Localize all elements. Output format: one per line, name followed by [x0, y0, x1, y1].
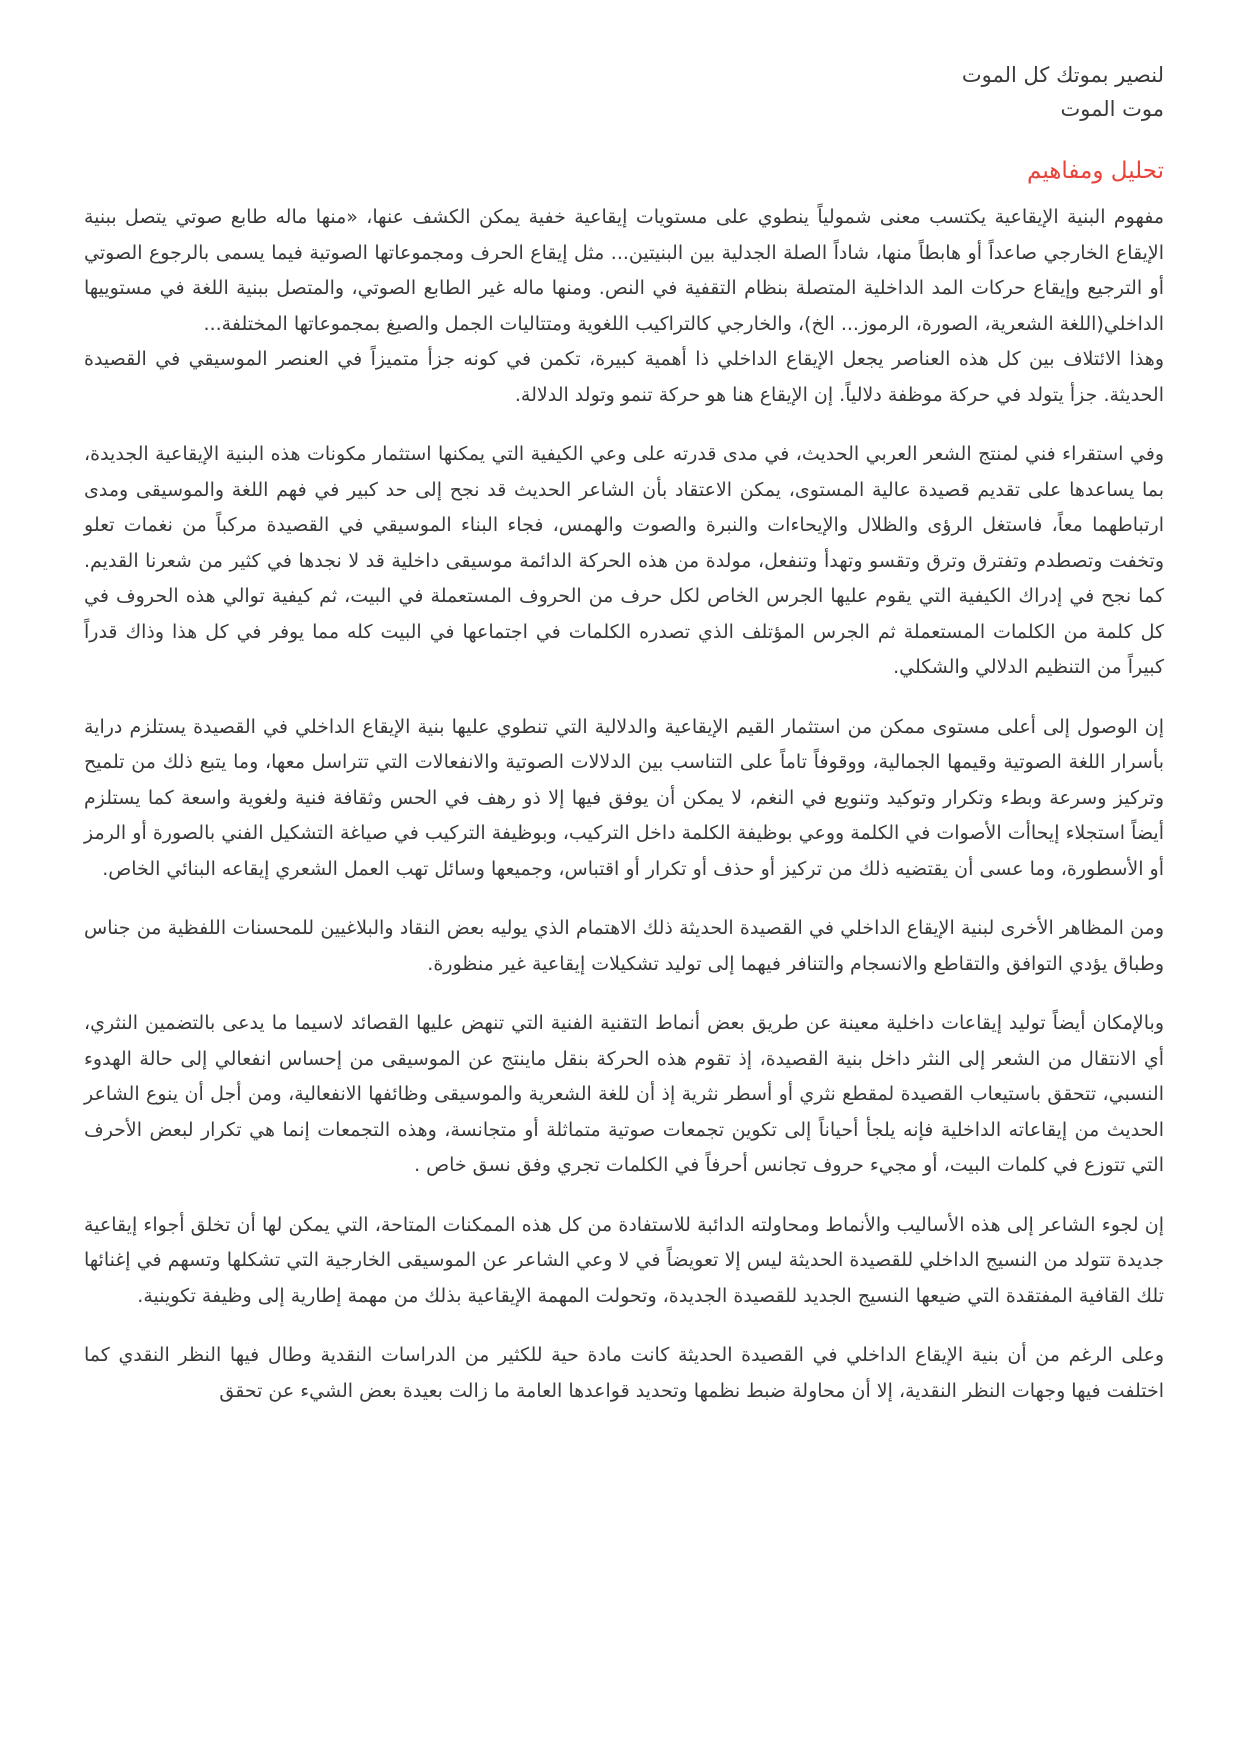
paragraph-6: وبالإمكان أيضاً توليد إيقاعات داخلية معينة عن طريق بعض أنماط التقنية الفنية التي تنهض عليها القصائد لاسيما ما يدعى بالتضمين النثري، أي الانتقال من الشعر إلى النثر داخل بنية القصيدة، إذ تقوم هذه الحركة بنقل ماينتج عن الموسيقى من إحساس انفعالي إلى حالة الهدوء النسبي، تتحقق باستيعاب القصيدة لمقطع نثري أو أسطر نثرية إذ أن للغة الشعرية والموسيقى وظائفها الانفعالية، ومن أجل أن ينوع الشاعر الحديث من إيقاعاته الداخلية فإنه يلجأ أحياناً إلى تكوين تجمعات صوتية متماثلة أو متجانسة، وهذه التجمعات إنما هي تكرار لبعض الأحرف التي تتوزع في كلمات البيت، أو مجيء حروف تجانس أحرفاً في الكلمات تجري وفق نسق خاص .	[84, 1012, 1164, 1176]
paragraph-1: مفهوم البنية الإيقاعية يكتسب معنى شمولياً ينطوي على مستويات إيقاعية خفية يمكن الكشف عنها، «منها ماله طابع صوتي يتصل ببنية الإيقاع الخارجي صاعداً أو هابطاً منها، شاداً الصلة الجدلية بين البنيتين... مثل إيقاع الحرف ومجموعاتها الصوتية فيما يسمى بالرجوع الصوتي أو الترجيع وإيقاع حركات المد الداخلية المتصلة بنظام التقفية في النص. ومنها ماله غير الطابع الصوتي، والمتصل ببنية اللغة في مستوييها الداخلي(اللغة الشعرية، الصورة، الرموز... الخ)، والخارجي كالتراكيب اللغوية ومتتاليات الجمل والصيغ بمجموعاتها المختلفة...	[84, 206, 1164, 335]
poem-line: موت الموت	[1060, 97, 1164, 121]
paragraph-5: ومن المظاهر الأخرى لبنية الإيقاع الداخلي في القصيدة الحديثة ذلك الاهتمام الذي يوليه بعض النقاد والبلاغيين للمحسنات اللفظية من جناس وطباق يؤدي التوافق والتقاطع والانسجام والتنافر فيهما إلى توليد تشكيلات إيقاعية غير منظورة.	[84, 917, 1164, 975]
paragraph-7: إن لجوء الشاعر إلى هذه الأساليب والأنماط ومحاولته الدائبة للاستفادة من كل هذه الممكنات المتاحة، التي يمكن لها أن تخلق أجواء إيقاعية جديدة تتولد من النسيج الداخلي للقصيدة الحديثة ليس إلا تعويضاً في لا وعي الشاعر عن الموسيقى الخارجية التي تشكلها وتسهم في إغنائها تلك القافية المفتقدة التي ضيعها النسيج الجديد للقصيدة الجديدة، وتحولت المهمة الإيقاعية بذلك من مهمة إطارية إلى وظيفة تكوينية.	[84, 1213, 1164, 1307]
poem-line: لنصير بموتك كل الموت	[961, 63, 1164, 87]
paragraph-2: وهذا الائتلاف بين كل هذه العناصر يجعل الإيقاع الداخلي ذا أهمية كبيرة، تكمن في كونه جزأ متميزاً في العنصر الموسيقي في القصيدة الحديثة. جزأ يتولد في حركة موظفة دلالياً. إن الإيقاع هنا هو حركة تنمو وتولد الدلالة.	[84, 348, 1164, 406]
paragraph-3: وفي استقراء فني لمنتج الشعر العربي الحديث، في مدى قدرته على وعي الكيفية التي يمكنها استثمار مكونات هذه البنية الإيقاعية الجديدة، بما يساعدها على تقديم قصيدة عالية المستوى، يمكن الاعتقاد بأن الشاعر الحديث قد نجح إلى حد كبير في فهم اللغة والموسيقى ومدى ارتباطهما معاً، فاستغل الرؤى والظلال والإيحاءات والنبرة والصوت والهمس، فجاء البناء الموسيقي في القصيدة مركباً من نغمات تعلو وتخفت وتصطدم وتفترق وترق وتقسو وتهدأ وتنفعل، مولدة من هذه الحركة الدائمة موسيقى داخلية قد لا نجدها في كثير من شعرنا القديم. كما نجح في إدراك الكيفية التي يقوم عليها الجرس الخاص لكل حرف من الحروف المستعملة في البيت، ثم كيفية توالي هذه الحروف في كل كلمة من الكلمات المستعملة ثم الجرس المؤتلف الذي تصدره الكلمات في اجتماعها في البيت كله مما يوفر في كل هذا وذاك قدراً كبيراً من التنظيم الدلالي والشكلي.	[84, 443, 1164, 678]
poem-excerpt	[84, 58, 1164, 126]
article-page	[84, 58, 1164, 1433]
paragraph-8: وعلى الرغم من أن بنية الإيقاع الداخلي في القصيدة الحديثة كانت مادة حية للكثير من الدراسات النقدية وطال فيها النظر النقدي كما اختلفت فيها وجهات النظر النقدية، إلا أن محاولة ضبط نظمها وتحديد قواعدها العامة ما زالت بعيدة بعض الشيء عن تحقق	[84, 1344, 1164, 1402]
paragraph-4: إن الوصول إلى أعلى مستوى ممكن من استثمار القيم الإيقاعية والدلالية التي تنطوي عليها بنية الإيقاع الداخلي في القصيدة يستلزم دراية بأسرار اللغة الصوتية وقيمها الجمالية، ووقوفاً تاماً على التناسب بين الدلالات الصوتية والانفعالات التي تتراسل معها، وما يتبع ذلك من تلميح وتركيز وسرعة وبطء وتكرار وتوكيد وتنويع في النغم، لا يمكن أن يوفق فيها إلا ذو رهف في الحس وثقافة فنية ولغوية واسعة كما يستلزم أيضاً استجلاء إيحاأت الأصوات في الكلمة ووعي بوظيفة الكلمة داخل التركيب، وبوظيفة التركيب في صياغة التشكيل الفني بالصورة أو الرمز أو الأسطورة، وما عسى أن يقتضيه ذلك من تركيز أو حذف أو تكرار أو اقتباس، وجميعها وسائل تهب العمل الشعري إيقاعه البنائي الخاص.	[84, 715, 1164, 880]
section-heading: تحليل ومفاهيم	[1027, 158, 1164, 184]
